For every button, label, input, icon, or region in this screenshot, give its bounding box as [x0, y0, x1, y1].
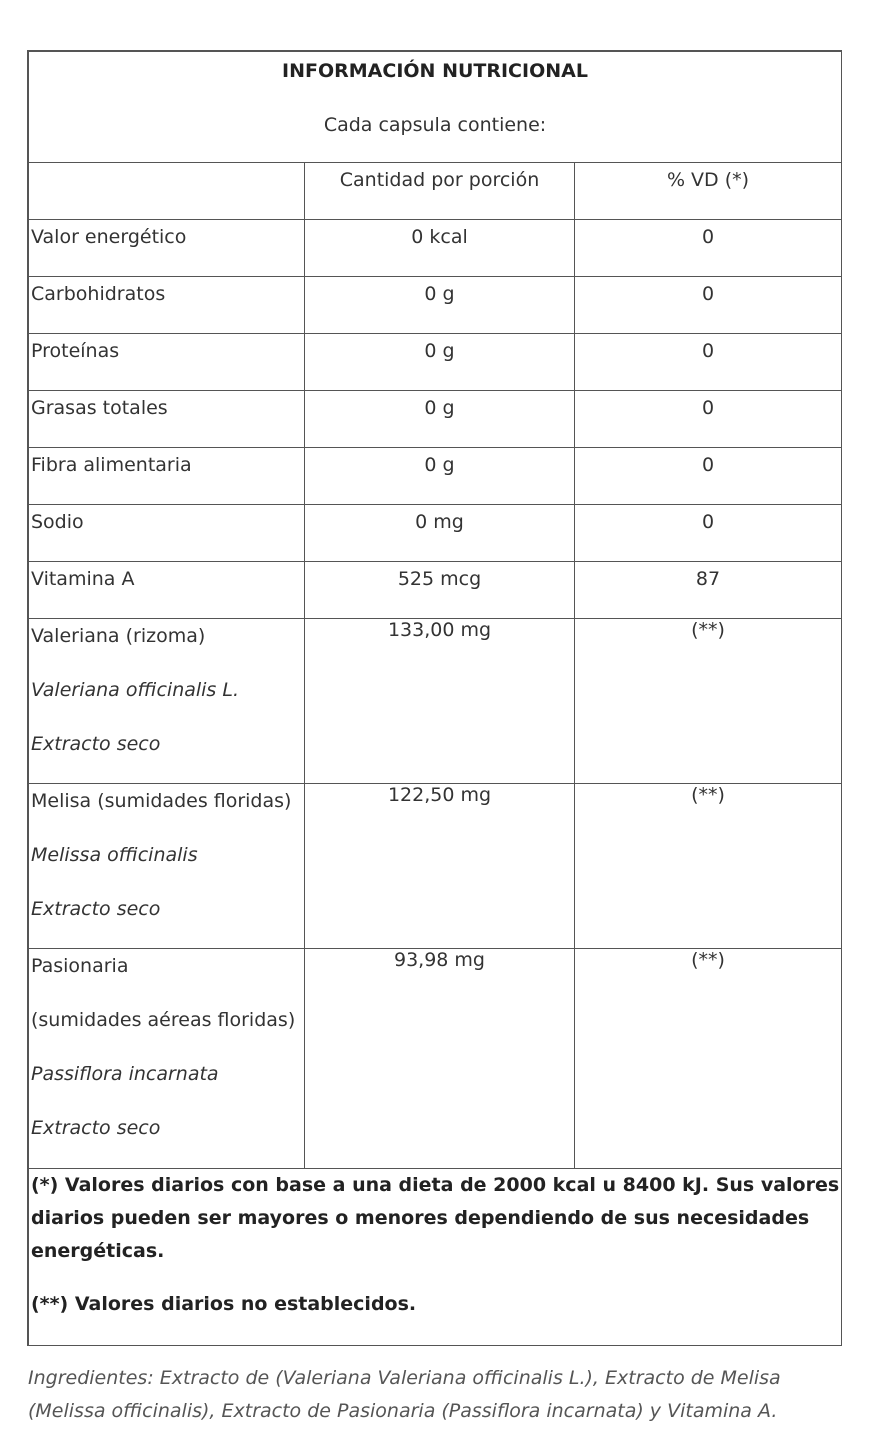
- extract-type: Extracto seco: [31, 898, 161, 920]
- extract-species: Melissa officinalis: [31, 844, 198, 866]
- table-row: [29, 220, 842, 277]
- nutrient-amount: 0 kcal: [411, 226, 468, 248]
- nutrient-vd: 0: [701, 283, 715, 305]
- table-title: INFORMACIÓN NUTRICIONAL: [282, 60, 588, 82]
- table-row: [29, 505, 842, 562]
- header-empty: [29, 163, 305, 220]
- nutrient-vd: 0: [701, 511, 715, 533]
- table-row-valeriana: [29, 619, 842, 784]
- table-row-pasionaria: [29, 949, 842, 1169]
- extract-name: Valeriana (rizoma): [31, 625, 206, 647]
- extract-species: Passiflora incarnata: [31, 1063, 219, 1085]
- notes-cell: [29, 1169, 842, 1346]
- nutrient-amount: 525 mcg: [397, 568, 482, 590]
- extract-name: Pasionaria: [31, 955, 129, 977]
- nutrient-amount: 0 mg: [415, 511, 464, 533]
- table-row: [29, 334, 842, 391]
- extract-vd: (**): [575, 949, 842, 1169]
- nutrient-vd: 0: [701, 454, 715, 476]
- header-amount: Cantidad por porción: [305, 163, 575, 220]
- nutrient-vd: 87: [695, 568, 721, 590]
- title-cell: [29, 52, 842, 163]
- nutrient-name: Proteínas: [31, 340, 120, 362]
- table-row: [29, 391, 842, 448]
- nutrient-amount: 0 g: [424, 283, 455, 305]
- nutrient-name: Grasas totales: [31, 397, 168, 419]
- table-row-melisa: [29, 784, 842, 949]
- extract-amount: 122,50 mg: [305, 784, 575, 949]
- header-vd: % VD (*): [575, 163, 842, 220]
- extract-type: Extracto seco: [31, 733, 161, 755]
- nutrient-name: Carbohidratos: [31, 283, 166, 305]
- extract-part: (sumidades aéreas floridas): [31, 1009, 296, 1031]
- nutrient-amount: 0 g: [424, 340, 455, 362]
- extract-type: Extracto seco: [31, 1117, 161, 1139]
- nutrient-name: Fibra alimentaria: [31, 454, 192, 476]
- table-row: [29, 277, 842, 334]
- nutrition-table: [28, 51, 842, 1346]
- table-row: [29, 562, 842, 619]
- nutrient-vd: 0: [701, 397, 715, 419]
- nutrient-name: Sodio: [31, 511, 84, 533]
- table-subtitle: Cada capsula contiene:: [323, 114, 547, 136]
- extract-amount: 133,00 mg: [305, 619, 575, 784]
- nutrient-vd: 0: [701, 226, 715, 248]
- ingredients-text: Ingredientes: Extracto de (Valeriana Valeriana officinalis L.), Extracto de Melisa (Melissa officinalis), Extracto de Pasionaria (Passiflora incarnata) y Vitamina A.: [28, 1367, 781, 1422]
- extract-vd: (**): [575, 619, 842, 784]
- nutrient-amount: 0 g: [424, 454, 455, 476]
- extract-name: Melisa (sumidades floridas): [31, 790, 292, 812]
- nutrient-name: Valor energético: [31, 226, 187, 248]
- nutrient-amount: 0 g: [424, 397, 455, 419]
- extract-species: Valeriana officinalis L.: [31, 679, 239, 701]
- extract-amount: 93,98 mg: [305, 949, 575, 1169]
- table-row: [29, 448, 842, 505]
- note-daily-values: (*) Valores diarios con base a una dieta de 2000 kcal u 8400 kJ. Sus valores diarios pueden ser mayores o menores dependiendo de sus necesidades energéticas.: [31, 1174, 840, 1262]
- extract-vd: (**): [575, 784, 842, 949]
- nutrient-name: Vitamina A: [31, 568, 135, 590]
- note-not-established: (**) Valores diarios no establecidos.: [31, 1293, 417, 1315]
- nutrient-vd: 0: [701, 340, 715, 362]
